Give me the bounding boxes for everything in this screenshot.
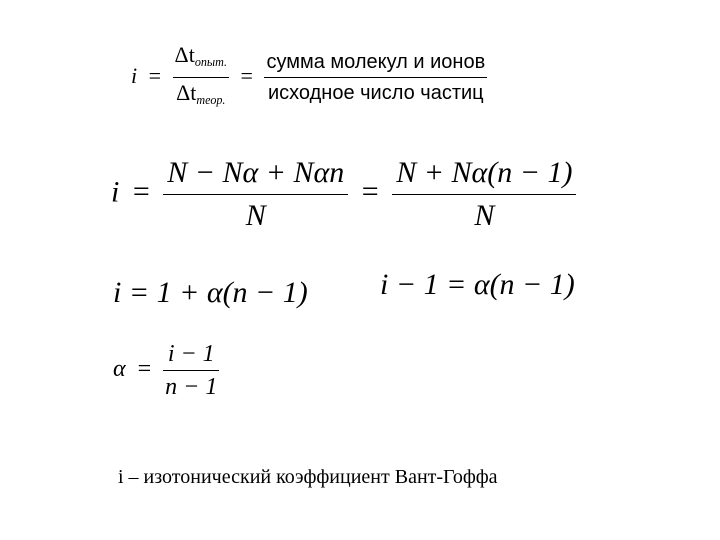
word-numerator: сумма молекул и ионов [266, 51, 486, 74]
formula-1-denominator [173, 78, 229, 115]
formula-1-word-fraction [264, 47, 487, 108]
formula-5-fraction [163, 338, 219, 403]
formula-2-equals-2: = [361, 175, 379, 209]
formula-2-fraction-1 [163, 152, 348, 237]
formula-5-numerator: i − 1 [167, 341, 215, 367]
subscript-theor: теор. [196, 93, 226, 108]
formula-5-denominator: n − 1 [165, 374, 218, 400]
formula-3: i = 1 + α(n − 1) [113, 276, 308, 309]
formula-2-numerator-1: N − Nα + Nαn [167, 156, 345, 189]
formula-2-denominator-2: N [474, 199, 495, 232]
delta-t-exp: Δt [174, 42, 195, 67]
formula-2-equals: = [132, 175, 150, 209]
formula-5 [113, 338, 219, 403]
formula-1 [131, 40, 487, 115]
formula-1-equals: = [148, 62, 162, 88]
formula-2 [111, 152, 576, 237]
formula-5-equals: = [137, 356, 152, 383]
formula-4: i − 1 = α(n − 1) [380, 268, 575, 301]
formula-1-numerator [173, 40, 229, 77]
delta-t-theor: Δt [176, 80, 197, 106]
word-denominator: исходное число частиц [267, 82, 484, 105]
formula-2-fraction-2 [392, 152, 576, 237]
formula-1-equals-2: = [240, 62, 253, 88]
formula-1-lhs: i [131, 62, 138, 88]
subscript-exp: опыт. [194, 55, 228, 70]
caption: i – изотонический коэффициент Вант-Гоффа [118, 466, 498, 488]
formula-1-delta-fraction [173, 40, 229, 115]
formula-5-lhs: α [113, 356, 126, 383]
formula-2-numerator-2: N + Nα(n − 1) [396, 156, 573, 189]
formula-2-lhs: i [111, 175, 120, 209]
formula-2-denominator-1: N [245, 199, 266, 232]
